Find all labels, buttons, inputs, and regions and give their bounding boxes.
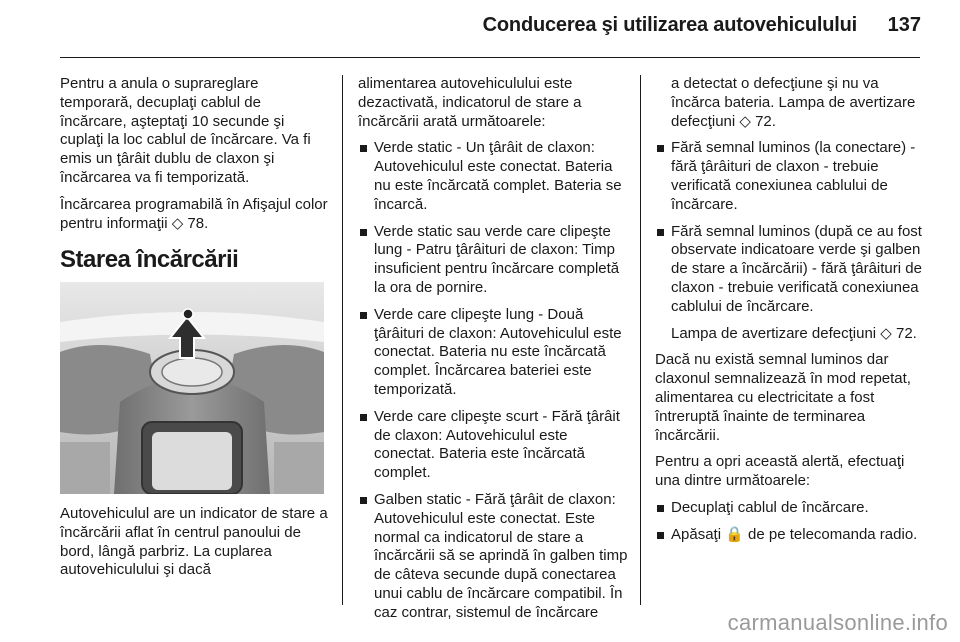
paragraph: Dacă nu există semnal luminos dar claxonul semnalizează în mod repetat, alimentarea cu electricitate a fost întreruptă înainte de terminarea încărcării.: [655, 351, 911, 444]
paragraph: Autovehiculul are un indicator de stare a încărcării aflat în centrul panoului de bord, lângă parbriz. La cuplarea autovehiculului şi dacă: [60, 505, 328, 579]
list-item-continuation: a detectat o defecţiune şi nu va încărca bateria. Lampa de avertizare defecţiuni ◇ 72.: [671, 75, 916, 130]
dashboard-drawing: [60, 282, 324, 494]
header-rule: [60, 57, 920, 58]
page-title: Conducerea şi utilizarea autovehiculului: [482, 14, 857, 36]
list-item: Verde static - Un ţârâit de claxon: Autovehiculul este conectat. Bateria nu este încărcată complet. Bateria se încarcă.: [358, 139, 630, 214]
paragraph: Pentru a anula o suprareglare temporară, decuplaţi cablul de încărcare, aşteptaţi 10 secunde şi cuplaţi la loc cablul de încărcare. Va fi emis un ţârâit dublu de claxon şi încărcarea va fi temporizată.: [60, 75, 311, 186]
list-item-continuation: Lampa de avertizare defecţiuni ◇ 72.: [671, 324, 917, 342]
action-list: [655, 499, 925, 545]
column-1: [60, 75, 328, 275]
paragraph: Pentru a opri această alertă, efectuaţi una dintre următoarele:: [655, 453, 905, 490]
column-2: [358, 75, 630, 631]
list-item: Verde static sau verde care clipeşte lung - Patru ţârâituri de claxon: Timp insuficient pentru încărcare completă la ora de pornire.: [358, 223, 630, 298]
section-heading: Starea încărcării: [60, 246, 239, 274]
column-3: [655, 75, 925, 553]
column-1-bottom: [60, 505, 328, 580]
paragraph: alimentarea autovehiculului este dezactivată, indicatorul de stare a încărcării arată următoarele:: [358, 75, 582, 130]
list-item: Galben static - Fără ţârâit de claxon: Autovehiculul este conectat. Este normal ca indicatorul de stare a încărcării să se aprindă în galben timp de câteva secunde după conectarea unui cablu de încărcare compatibil. În caz contrar, sistemul de încărcare: [358, 491, 630, 623]
column-divider: [342, 75, 343, 605]
list-item: Verde care clipeşte lung - Două ţârâituri de claxon: Autovehiculul este conectat. Bateria nu este încărcată complet. Încărcarea bateriei este temporizată.: [358, 306, 630, 400]
status-list: [358, 139, 630, 622]
list-item: Fără semnal luminos (la conectare) - fără ţârâituri de claxon - trebuie verificată conexiunea cablului de încărcare.: [655, 139, 925, 214]
page-header: [0, 0, 960, 60]
column-divider: [640, 75, 641, 605]
page-number: 137: [887, 14, 921, 36]
list-item: Decuplaţi cablul de încărcare.: [655, 499, 925, 518]
list-item: Fără semnal luminos (după ce au fost observate indicatoare verde şi galben de stare a încărcării) - fără ţârâituri de claxon - trebuie verificată conexiunea cablului de încărcare.: [655, 223, 925, 317]
dashboard-illustration: [60, 282, 324, 494]
list-item: Verde care clipeşte scurt - Fără ţârâit de claxon: Autovehiculul este conectat. Bateria este încărcată complet.: [358, 408, 630, 483]
paragraph: Încărcarea programabilă în Afişajul color pentru informaţii ◇ 78.: [60, 195, 328, 232]
watermark: carmanualsonline.info: [727, 610, 948, 635]
list-item: Apăsaţi 🔒 de pe telecomanda radio.: [655, 526, 925, 545]
status-list: [655, 139, 925, 316]
